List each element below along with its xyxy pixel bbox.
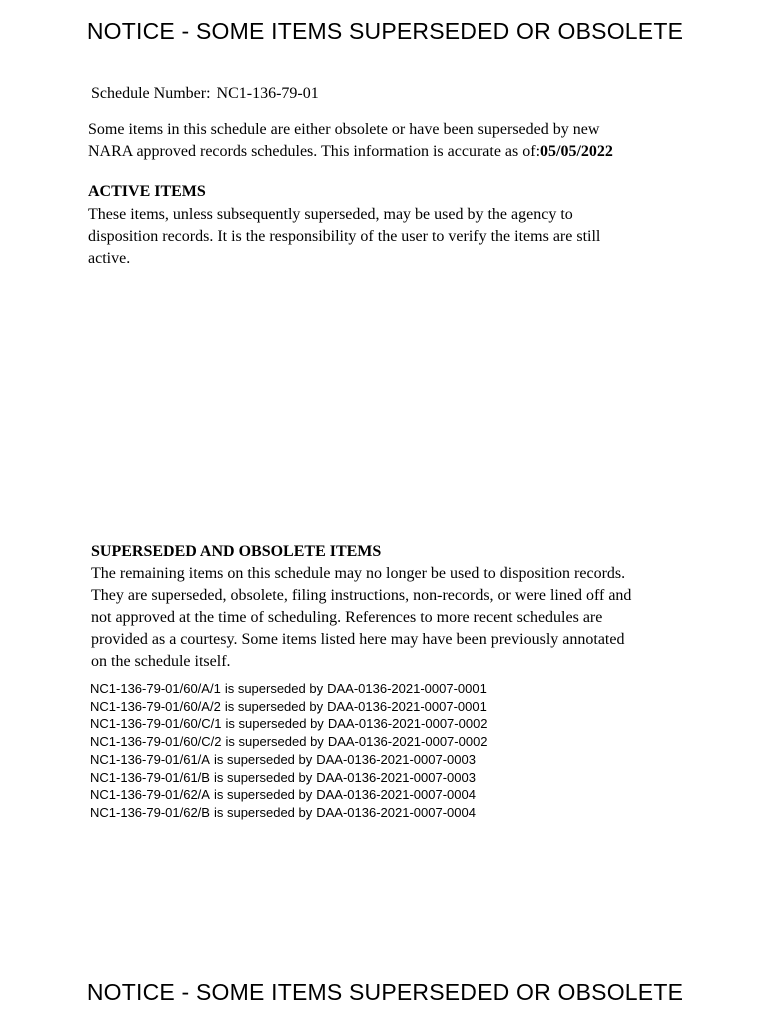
paragraph-line: active.: [88, 250, 131, 267]
paragraph-line: not approved at the time of scheduling. References to more recent schedules are: [91, 609, 603, 626]
item-connector: is superseded by: [213, 769, 313, 785]
replacement-code: DAA-0136-2021-0007-0004: [316, 787, 476, 803]
replacement-code: DAA-0136-2021-0007-0001: [327, 681, 487, 696]
schedule-number: [91, 85, 319, 103]
item-code: NC1-136-79-01/60/A/2: [90, 698, 221, 714]
superseded-item: [90, 680, 488, 698]
active-items-paragraph: [88, 204, 600, 270]
intro-line: Some items in this schedule are either obsolete or have been superseded by new: [88, 121, 600, 138]
paragraph-line: These items, unless subsequently superseded, may be used by the agency to: [88, 206, 573, 223]
superseded-items-list: [90, 680, 488, 822]
item-code: NC1-136-79-01/60/A/1: [90, 681, 221, 696]
active-items-heading: ACTIVE ITEMS: [88, 183, 206, 200]
intro-line: [88, 141, 613, 163]
paragraph-line: provided as a courtesy. Some items listed here may have been previously annotated: [91, 631, 625, 648]
replacement-code: DAA-0136-2021-0007-0003: [316, 751, 476, 767]
item-connector: is superseded by: [213, 804, 313, 820]
item-connector: is superseded by: [225, 734, 324, 750]
superseded-item: [90, 715, 488, 733]
superseded-item: [90, 751, 488, 769]
superseded-item: [90, 733, 488, 751]
superseded-items-heading: SUPERSEDED AND OBSOLETE ITEMS: [91, 543, 382, 560]
replacement-code: DAA-0136-2021-0007-0001: [327, 698, 487, 714]
notice-banner-bottom: NOTICE - SOME ITEMS SUPERSEDED OR OBSOLETE: [86, 979, 684, 1005]
schedule-number-value: NC1-136-79-01: [216, 85, 319, 102]
item-connector: is superseded by: [225, 716, 324, 732]
replacement-code: DAA-0136-2021-0007-0002: [327, 734, 488, 750]
paragraph-line: The remaining items on this schedule may no longer be used to disposition records.: [91, 565, 626, 582]
paragraph-line: on the schedule itself.: [91, 653, 231, 670]
replacement-code: DAA-0136-2021-0007-0004: [316, 804, 476, 820]
accuracy-date: 05/05/2022: [540, 143, 613, 160]
item-code: NC1-136-79-01/62/B: [90, 804, 210, 820]
item-code: NC1-136-79-01/61/A: [90, 751, 210, 767]
item-code: NC1-136-79-01/60/C/1: [90, 716, 222, 732]
replacement-code: DAA-0136-2021-0007-0002: [327, 716, 488, 732]
paragraph-line: disposition records. It is the responsibility of the user to verify the items are still: [88, 228, 601, 245]
item-code: NC1-136-79-01/61/B: [90, 769, 210, 785]
item-code: NC1-136-79-01/60/C/2: [90, 734, 222, 750]
superseded-items-paragraph: [91, 563, 631, 673]
item-connector: is superseded by: [213, 787, 313, 803]
item-connector: is superseded by: [224, 681, 324, 696]
schedule-number-label: Schedule Number:: [91, 85, 211, 102]
intro-line-text: NARA approved records schedules. This information is accurate as of:: [88, 143, 541, 160]
item-connector: is superseded by: [213, 751, 313, 767]
paragraph-line: They are superseded, obsolete, filing instructions, non-records, or were lined off and: [91, 587, 632, 604]
replacement-code: DAA-0136-2021-0007-0003: [316, 769, 476, 785]
item-code: NC1-136-79-01/62/A: [90, 787, 210, 803]
superseded-item: [90, 804, 488, 822]
notice-banner-top: NOTICE - SOME ITEMS SUPERSEDED OR OBSOLETE: [86, 18, 684, 44]
superseded-item: [90, 698, 488, 716]
intro-paragraph: [88, 119, 613, 163]
superseded-item: [90, 769, 488, 787]
item-connector: is superseded by: [224, 698, 324, 714]
superseded-item: [90, 786, 488, 804]
